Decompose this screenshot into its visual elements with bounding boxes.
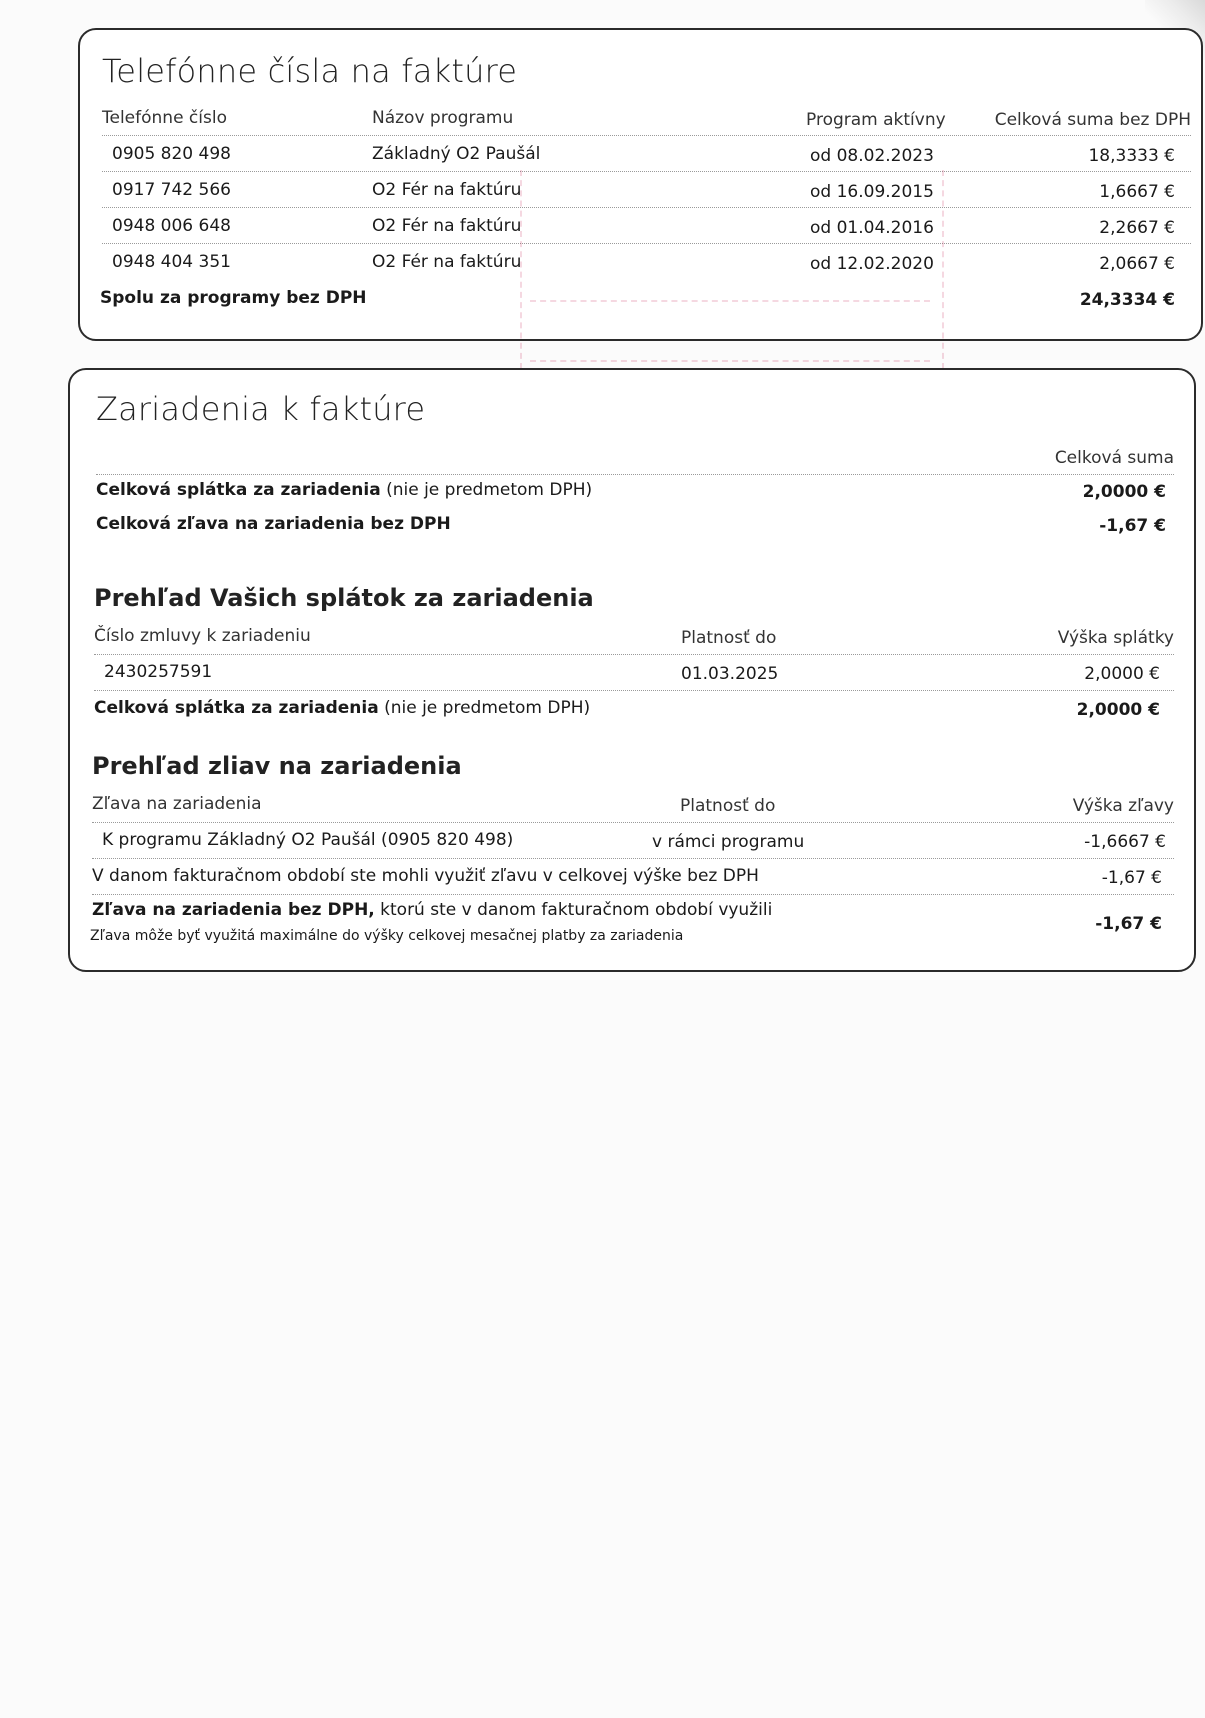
row-phone: 0948 006 648 [112, 216, 231, 236]
row-program: O2 Fér na faktúru [372, 252, 522, 272]
installments-overview-title: Prehľad Vašich splátok za zariadenia [94, 584, 594, 612]
divider [102, 207, 1191, 208]
row-total: 18,3333 € [1088, 146, 1175, 166]
row-total: 2,0667 € [1099, 254, 1175, 274]
row-program: Základný O2 Paušál [372, 144, 541, 164]
installments-total-bold: Celková splátka za zariadenia [94, 698, 379, 718]
header-contract: Číslo zmluvy k zariadeniu [94, 626, 311, 646]
row-total: 2,2667 € [1099, 218, 1175, 238]
header-active: Program aktívny [806, 110, 946, 130]
installments-total-note: (nie je predmetom DPH) [384, 698, 591, 718]
discount-available-value: -1,67 € [1101, 868, 1162, 888]
header-valid: Platnosť do [680, 796, 776, 816]
row-phone: 0905 820 498 [112, 144, 231, 164]
discounts-overview-title: Prehľad zliav na zariadenia [92, 752, 462, 780]
discount-used-bold: Zľava na zariadenia bez DPH, [92, 900, 375, 920]
installment-label-bold: Celková splátka za zariadenia [96, 480, 381, 500]
header-discount-amount: Výška zľavy [1072, 796, 1174, 816]
devices-installment-label [96, 480, 592, 500]
row-phone: 0948 404 351 [112, 252, 231, 272]
discount-used-label [92, 900, 772, 920]
row-active: od 12.02.2020 [810, 254, 934, 274]
devices-installment-value: 2,0000 € [1082, 482, 1166, 502]
row-active: od 08.02.2023 [810, 146, 934, 166]
header-valid: Platnosť do [681, 628, 777, 648]
devices-col-header: Celková suma [1054, 448, 1174, 468]
contract-amount: 2,0000 € [1084, 664, 1160, 684]
divider [96, 474, 1174, 475]
divider [102, 171, 1191, 172]
discount-used-note: Zľava môže byť využitá maximálne do výšky celkovej mesačnej platby za zariadenia [90, 928, 684, 944]
header-amount: Výška splátky [1057, 628, 1174, 648]
divider [92, 894, 1174, 895]
devices-title: Zariadenia k faktúre [96, 390, 426, 428]
row-phone: 0917 742 566 [112, 180, 231, 200]
row-active: od 01.04.2016 [810, 218, 934, 238]
installments-total-label [94, 698, 590, 718]
discount-available-label: V danom fakturačnom období ste mohli využiť zľavu v celkovej výške bez DPH [92, 866, 759, 886]
header-program: Názov programu [372, 108, 514, 128]
divider [102, 243, 1191, 244]
divider [92, 858, 1174, 859]
phones-title: Telefónne čísla na faktúre [102, 52, 518, 90]
discount-amount: -1,6667 € [1084, 832, 1166, 852]
discount-program: K programu Základný O2 Paušál (0905 820 498) [102, 830, 514, 850]
row-program: O2 Fér na faktúru [372, 180, 522, 200]
devices-discount-label: Celková zľava na zariadenia bez DPH [96, 514, 451, 534]
discount-valid: v rámci programu [652, 832, 805, 852]
divider [102, 135, 1191, 136]
contract-valid: 01.03.2025 [681, 664, 779, 684]
header-total: Celková suma bez DPH [994, 110, 1191, 130]
programs-sum-label: Spolu za programy bez DPH [100, 288, 367, 308]
discount-used-rest: ktorú ste v danom fakturačnom období využili [380, 900, 773, 920]
divider [94, 654, 1174, 655]
installment-label-note: (nie je predmetom DPH) [386, 480, 593, 500]
devices-panel [68, 368, 1196, 972]
divider [94, 690, 1174, 691]
devices-discount-value: -1,67 € [1099, 516, 1166, 536]
discount-used-value: -1,67 € [1095, 914, 1162, 934]
contract-number: 2430257591 [104, 662, 213, 682]
phone-numbers-panel [78, 28, 1203, 341]
programs-sum-value: 24,3334 € [1079, 290, 1175, 310]
installments-total-value: 2,0000 € [1076, 700, 1160, 720]
row-total: 1,6667 € [1099, 182, 1175, 202]
header-phone: Telefónne číslo [102, 108, 227, 128]
row-program: O2 Fér na faktúru [372, 216, 522, 236]
header-discount: Zľava na zariadenia [92, 794, 262, 814]
row-active: od 16.09.2015 [810, 182, 934, 202]
divider [92, 822, 1174, 823]
